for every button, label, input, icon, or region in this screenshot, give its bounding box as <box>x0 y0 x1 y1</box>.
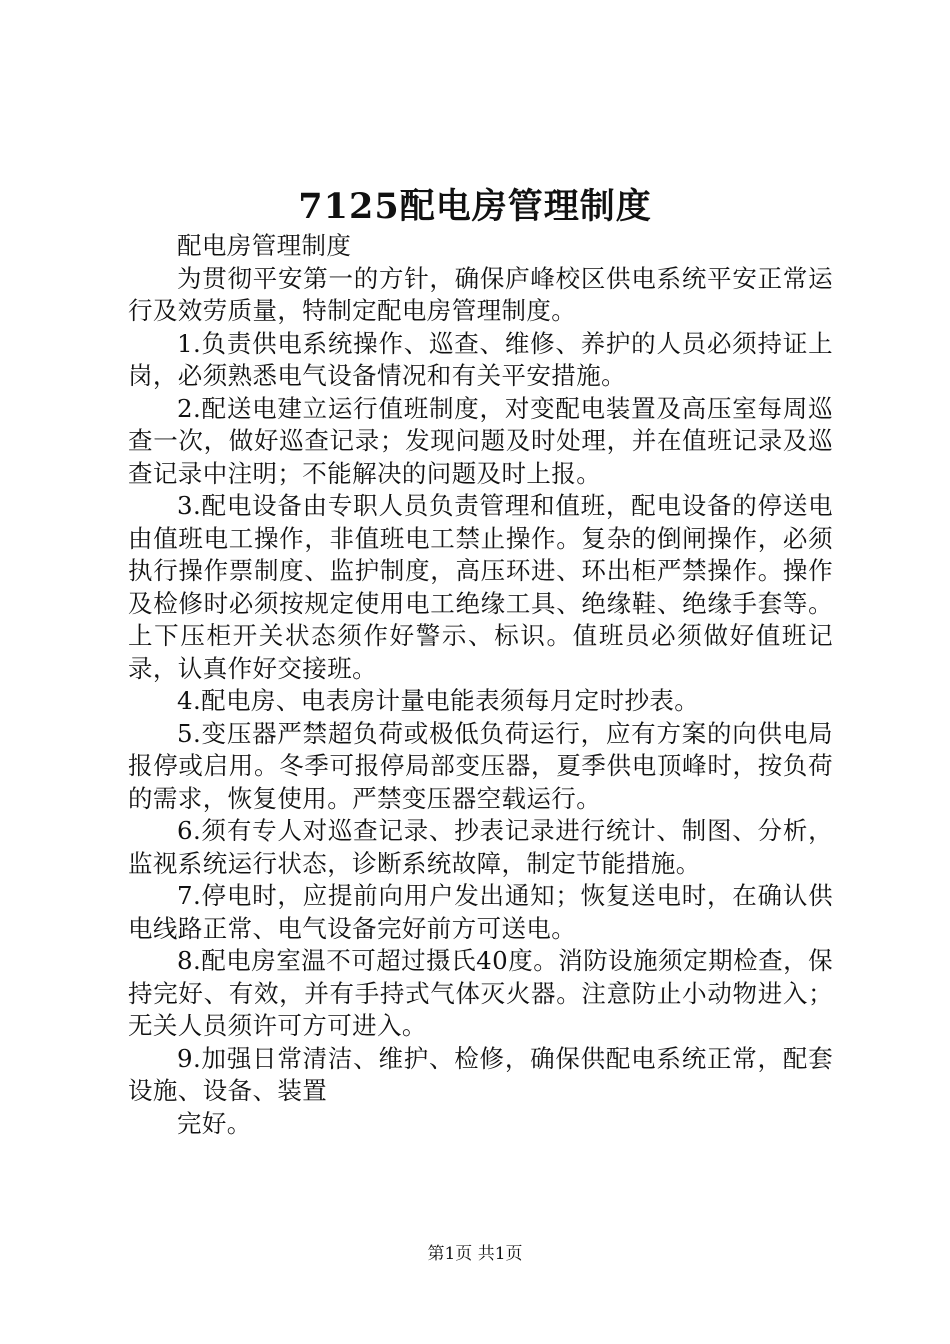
paragraph-item-9: 9.加强日常清洁、维护、检修，确保供配电系统正常，配套设施、设备、装置 <box>128 1043 833 1105</box>
paragraph-heading: 配电房管理制度 <box>177 231 352 260</box>
paragraph-item-4: 4.配电房、电表房计量电能表须每月定时抄表。 <box>177 686 700 715</box>
paragraph-item-5: 5.变压器严禁超负荷或极低负荷运行，应有方案的向供电局报停或启用。冬季可报停局部变压器，夏季供电顶峰时，按负荷的需求，恢复使用。严禁变压器空载运行。 <box>128 718 833 813</box>
paragraph-item-7: 7.停电时，应提前向用户发出通知；恢复送电时，在确认供电线路正常、电气设备完好前方可送电。 <box>128 881 833 943</box>
paragraph-intro: 为贯彻平安第一的方针，确保庐峰校区供电系统平安正常运行及效劳质量，特制定配电房管理制度。 <box>128 263 833 325</box>
document-body <box>128 230 833 1140</box>
paragraph-item-1: 1.负责供电系统操作、巡查、维修、养护的人员必须持证上岗，必须熟悉电气设备情况和有关平安措施。 <box>128 328 833 390</box>
paragraph-item-2: 2.配送电建立运行值班制度，对变配电装置及高压室每周巡查一次，做好巡查记录；发现问题及时处理，并在值班记录及巡查记录中注明；不能解决的问题及时上报。 <box>128 393 833 488</box>
page-footer: 第1页 共1页 <box>427 1244 523 1264</box>
paragraph-item-9-continued: 完好。 <box>177 1108 252 1138</box>
paragraph-item-3: 3.配电设备由专职人员负责管理和值班，配电设备的停送电由值班电工操作，非值班电工禁止操作。复杂的倒闸操作，必须执行操作票制度、监护制度，高压环进、环出柜严禁操作。操作及检修时必须按规定使用电工绝缘工具、绝缘鞋、绝缘手套等。上下压柜开关状态须作好警示、标识。值班员必须做好值班记录，认真作好交接班。 <box>128 491 833 683</box>
document-title: 7125配电房管理制度 <box>298 186 652 227</box>
paragraph-item-8: 8.配电房室温不可超过摄氏40度。消防设施须定期检查，保持完好、有效，并有手持式气体灭火器。注意防止小动物进入；无关人员须许可方可进入。 <box>128 946 833 1040</box>
paragraph-item-6: 6.须有专人对巡查记录、抄表记录进行统计、制图、分析，监视系统运行状态，诊断系统故障，制定节能措施。 <box>128 816 833 878</box>
